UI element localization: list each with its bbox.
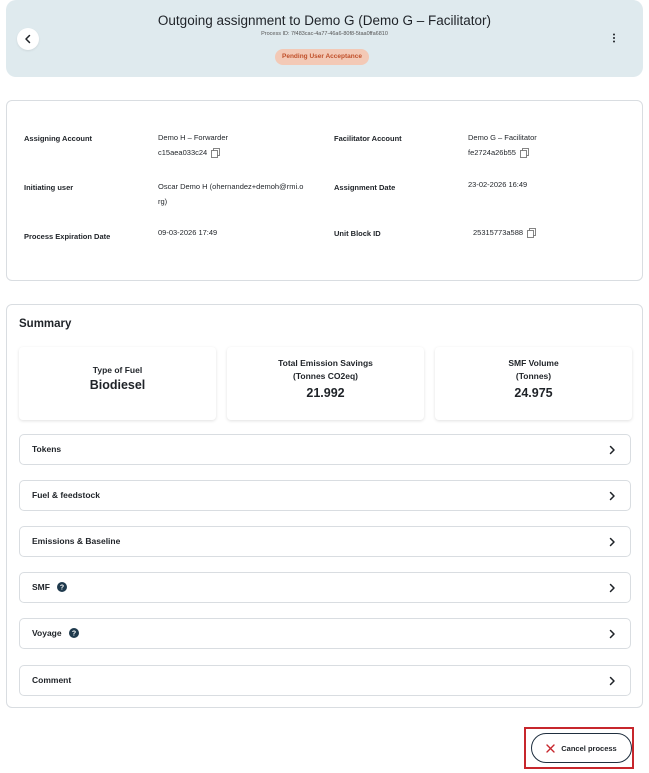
- chevron-right-icon: [608, 537, 616, 547]
- initiating-user-line-2: rg): [158, 197, 168, 206]
- expiration-date-label: Process Expiration Date: [24, 232, 111, 241]
- summary-card: [6, 304, 643, 708]
- assignment-date-value: 23-02-2026 16:49: [468, 180, 528, 189]
- facilitator-account-name: Demo G – Facilitator: [468, 133, 537, 142]
- process-details-card: [6, 100, 643, 281]
- copy-icon[interactable]: [520, 148, 529, 158]
- assigning-account-name: Demo H – Forwarder: [158, 133, 229, 142]
- section-label-row: [32, 582, 67, 592]
- help-icon[interactable]: [57, 582, 67, 592]
- assigning-account-label: Assigning Account: [24, 134, 93, 143]
- section-label: SMF: [32, 582, 50, 592]
- cancel-process-label: Cancel process: [561, 743, 617, 753]
- initiating-user-line-1: Oscar Demo H (ohernandez+demoh@rmi.o: [158, 182, 304, 191]
- summary-title: Summary: [19, 318, 72, 330]
- initiating-user-value: [158, 179, 323, 209]
- chevron-right-icon: [608, 583, 616, 593]
- unit-block-label: Unit Block ID: [334, 229, 381, 238]
- stat-value: 24.975: [514, 386, 553, 400]
- stat-type-of-fuel: [19, 347, 216, 420]
- copy-icon[interactable]: [527, 228, 536, 238]
- expiration-date-value: 09-03-2026 17:49: [158, 228, 218, 237]
- chevron-right-icon: [608, 629, 616, 639]
- assigning-account-value: [158, 130, 228, 160]
- svg-text:?: ?: [60, 584, 65, 592]
- unit-block-id: 25315773a588: [473, 228, 524, 237]
- stat-label: Type of Fuel: [92, 365, 143, 375]
- stat-label: Total Emission Savings: [278, 358, 373, 368]
- stat-value: 21.992: [306, 386, 345, 400]
- section-label: Comment: [32, 675, 72, 685]
- copy-icon[interactable]: [211, 148, 220, 158]
- stat-label-unit: (Tonnes): [515, 371, 552, 381]
- page-title: Outgoing assignment to Demo G (Demo G – Facilitator): [157, 13, 492, 28]
- section-label: Fuel & feedstock: [32, 490, 101, 500]
- initiating-user-label: Initiating user: [24, 183, 74, 192]
- section-label: Tokens: [32, 444, 62, 454]
- chevron-right-icon: [608, 445, 616, 455]
- help-icon[interactable]: [69, 628, 79, 638]
- section-fuel-feedstock[interactable]: [19, 480, 631, 511]
- assigning-account-id-row: [158, 145, 228, 160]
- stat-value: Biodiesel: [89, 378, 146, 392]
- facilitator-account-label: Facilitator Account: [334, 134, 402, 143]
- unit-block-value: [473, 225, 536, 240]
- assigning-account-id: c15aea033c24: [158, 148, 208, 157]
- section-tokens[interactable]: [19, 434, 631, 465]
- more-options-button[interactable]: [607, 31, 621, 45]
- facilitator-account-id-row: [468, 145, 537, 160]
- stat-smf-volume: [435, 347, 632, 420]
- chevron-right-icon: [608, 676, 616, 686]
- svg-text:?: ?: [71, 630, 77, 638]
- stat-label: SMF Volume: [508, 358, 559, 368]
- page-header: [6, 0, 643, 77]
- section-label-row: [32, 628, 79, 638]
- section-comment[interactable]: [19, 665, 631, 696]
- section-emissions-baseline[interactable]: [19, 526, 631, 557]
- more-vertical-icon: [612, 33, 616, 43]
- chevron-right-icon: [608, 491, 616, 501]
- facilitator-account-id: fe2724a26b55: [468, 148, 516, 157]
- section-label: Emissions & Baseline: [32, 536, 121, 546]
- section-voyage[interactable]: [19, 618, 631, 649]
- assignment-date-label: Assignment Date: [334, 183, 396, 192]
- close-icon: [546, 744, 555, 753]
- stat-label-unit: (Tonnes CO2eq): [292, 371, 358, 381]
- stat-total-emission-savings: [227, 347, 424, 420]
- section-label: Voyage: [32, 628, 62, 638]
- cancel-process-button[interactable]: [531, 733, 632, 763]
- status-badge: Pending User Acceptance: [275, 49, 369, 65]
- facilitator-account-value: [468, 130, 537, 160]
- section-smf[interactable]: [19, 572, 631, 603]
- process-id: Process ID: 7f483cac-4a77-46a6-80f8-5taa0ffa6810: [261, 31, 388, 37]
